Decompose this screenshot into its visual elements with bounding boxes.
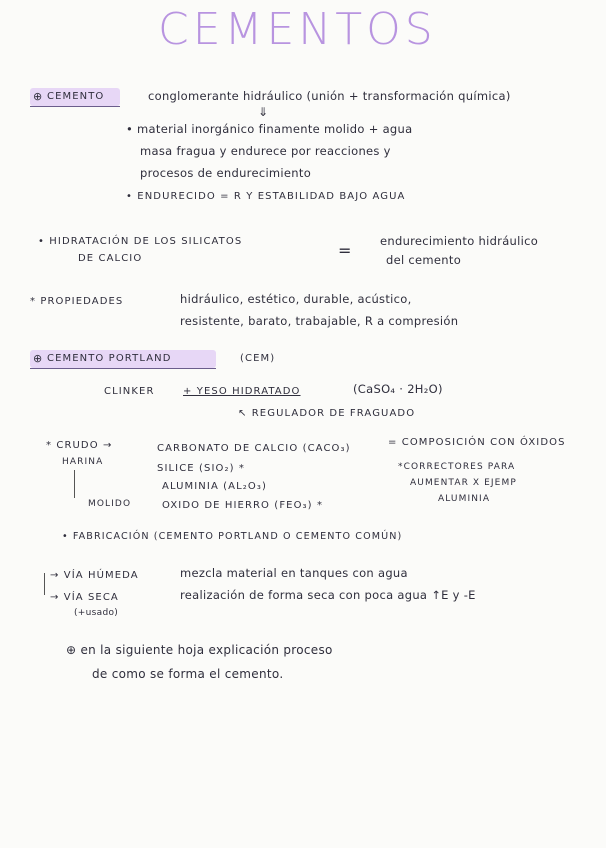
nota-line-1: ⊕ en la siguiente hoja explicación proceso [66,643,333,657]
composicion-label: = COMPOSICIÓN CON ÓXIDOS [388,437,566,448]
fabricacion-heading: • FABRICACIÓN (CEMENTO PORTLAND O CEMENTO COMÚN) [62,531,403,542]
equals-sign: = [338,241,352,260]
cemento-bullet-icon: ⊕ [33,90,43,103]
cemento-definition: conglomerante hidráulico (unión + transformación química) [148,89,511,103]
propiedades-label: * PROPIEDADES [30,296,124,307]
clinker-label: CLINKER [104,386,155,397]
cemento-line-1: • material inorgánico finamente molido + agua [126,122,413,136]
yeso-formula: (CaSO₄ · 2H₂O) [353,382,443,396]
portland-heading: CEMENTO PORTLAND [47,353,172,364]
ingrediente-3: ALUMINIA (AL₂O₃) [162,481,267,492]
portland-bullet-icon: ⊕ [33,352,43,365]
portland-abbr: (CEM) [240,353,276,364]
cemento-line-2: masa fragua y endurece por reacciones y [140,144,391,158]
via-humeda-text: mezcla material en tanques con agua [180,566,408,580]
crudo-bracket [74,470,75,498]
ingrediente-1: CARBONATO DE CALCIO (CACO₃) [157,443,351,454]
nota-line-2: de como se forma el cemento. [92,667,284,681]
portland-underline [30,368,216,369]
regulador-label: ↖ REGULADOR DE FRAGUADO [238,408,416,419]
via-humeda-label: → VÍA HÚMEDA [50,570,139,581]
hidratacion-right-2: del cemento [386,253,462,267]
via-bracket [44,573,45,595]
ingrediente-2: SILICE (SIO₂) * [157,463,245,474]
hidratacion-left-2: DE CALCIO [78,253,143,264]
hidratacion-right-1: endurecimiento hidráulico [380,234,539,248]
propiedades-line-2: resistente, barato, trabajable, R a compresión [180,314,459,328]
hidratacion-left-1: • HIDRATACIÓN DE LOS SILICATOS [38,236,243,247]
down-arrow-icon: ⇓ [258,105,269,119]
crudo-label: * CRUDO → [46,440,113,451]
cemento-underline [30,106,120,107]
harina-label: HARINA [62,457,104,467]
via-seca-note: (+usado) [74,608,119,618]
propiedades-line-1: hidráulico, estético, durable, acústico, [180,292,412,306]
cemento-heading: CEMENTO [47,91,105,102]
via-seca-label: → VÍA SECA [50,592,119,603]
via-seca-text: realización de forma seca con poca agua ↑E y -E [180,588,476,602]
cemento-endurecido: • ENDURECIDO = R Y ESTABILIDAD BAJO AGUA [126,191,406,202]
correctores-line-2: AUMENTAR X EJEMP [410,478,517,488]
molido-label: MOLIDO [88,499,132,509]
cemento-line-3: procesos de endurecimiento [140,166,312,180]
correctores-line-3: ALUMINIA [438,494,491,504]
ingrediente-4: OXIDO DE HIERRO (FEO₃) * [162,500,324,511]
yeso-label: + YESO HIDRATADO [183,386,301,397]
correctores-line-1: *CORRECTORES PARA [398,462,516,472]
page-title: CEMENTOS [158,4,437,55]
